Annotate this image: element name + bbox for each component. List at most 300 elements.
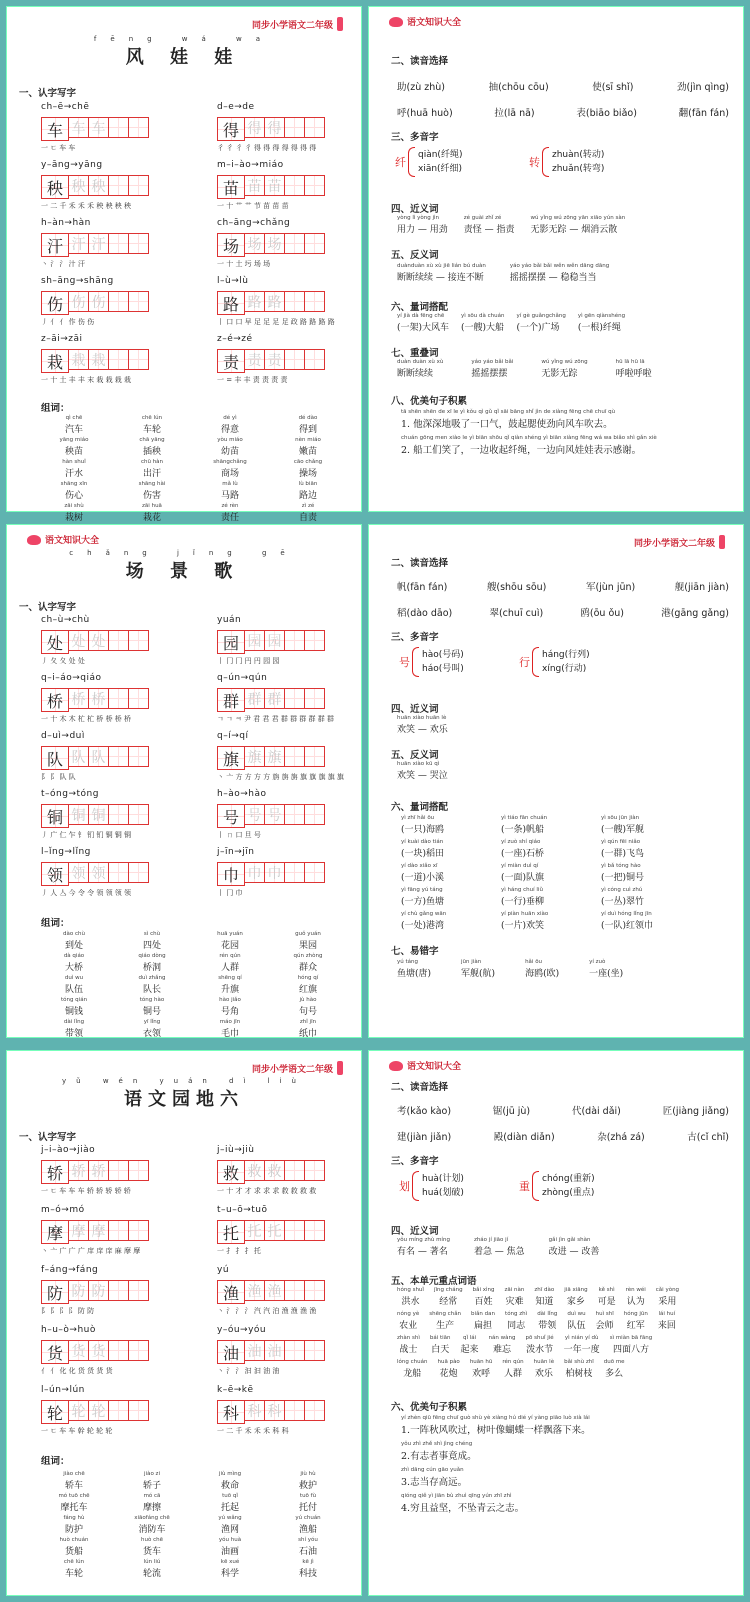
word-item (191, 481, 269, 501)
word-item (35, 1559, 113, 1579)
word-item (113, 1515, 191, 1535)
word-item (113, 1493, 191, 1513)
word-text: 改进 — 改善 (548, 1247, 600, 1257)
word-text: 海鸥(欧) (525, 969, 560, 979)
reading-item: 表(biāo biǎo) (576, 108, 637, 119)
synonym-row: huān xiào huān lè 欢笑 — 欢乐 (397, 715, 448, 735)
word-item (113, 437, 191, 457)
word-item (113, 997, 191, 1017)
word-text: 消防车 (138, 1525, 166, 1535)
word-pinyin: huā yuán (217, 931, 243, 937)
practice-box: 救 (244, 1160, 265, 1181)
word-item (113, 953, 191, 973)
practice-box: 处 (88, 630, 109, 651)
section-heading: 五、反义词 (391, 250, 439, 261)
word-pinyin: guǒ yuán (295, 931, 321, 937)
reading-item: 鸥(ōu ǒu) (580, 608, 625, 619)
section-heading: 三、多音字 (391, 632, 439, 643)
practice-box: 苗 (244, 175, 265, 196)
word-text: 轿子 (142, 1481, 161, 1491)
word-item (113, 1537, 191, 1557)
reading-item: 使(sī shǐ) (592, 82, 634, 93)
stroke-order: 一 十 土 丰 丰 末 栽 栽 栽 栽 (41, 376, 132, 384)
word-pinyin: bǎi xìng (472, 1287, 495, 1293)
word-item (461, 313, 504, 333)
word-pinyin: shāng xīn (60, 481, 88, 487)
key-word (656, 1287, 679, 1307)
word-item (269, 1537, 347, 1557)
word-item (269, 1493, 347, 1513)
word-pinyin: yì sōu dà chuán (461, 313, 505, 319)
char-boxes (217, 804, 367, 828)
reading-item: 军(jùn jūn) (585, 582, 636, 593)
header-brand: 同步小学语文二年级 (252, 1061, 343, 1075)
stroke-order: 丶 亠 方 方 方 方 旃 旃 旃 旗 旗 旗 旗 旗 (217, 773, 344, 781)
practice-box: 防 (88, 1280, 109, 1301)
word-item (35, 459, 113, 479)
writing-cell (41, 1325, 191, 1383)
writing-cell (41, 789, 191, 847)
word-text: 货船 (64, 1547, 83, 1557)
word-text: 到处 (64, 941, 83, 951)
practice-box (108, 630, 129, 651)
practice-box: 伤 (88, 291, 109, 312)
section-heading: 四、近义词 (391, 704, 439, 715)
practice-box (284, 862, 305, 883)
word-text: 嫩苗 (298, 447, 317, 457)
practice-box: 得 (264, 117, 285, 138)
word-text: 认为 (626, 1297, 645, 1307)
word-text: 队长 (142, 985, 161, 995)
practice-box: 货 (68, 1340, 89, 1361)
word-item (397, 215, 448, 235)
cell-pinyin: sh–āng→shāng (41, 276, 114, 286)
word-text: 句号 (298, 1007, 317, 1017)
word-text: (一面)队旗 (501, 873, 545, 883)
word-text: 桥洞 (142, 963, 161, 973)
word-text: 用力 — 用劲 (397, 225, 448, 235)
word-pinyin: rén qún (502, 1359, 524, 1365)
word-text: (一把)铜号 (601, 873, 645, 883)
practice-box (108, 1280, 129, 1301)
book-icon (719, 535, 725, 549)
word-pinyin: zāi nàn (504, 1287, 525, 1293)
word-item (191, 503, 269, 523)
char-box: 轿 (41, 1160, 69, 1184)
word-item (35, 1515, 113, 1535)
word-list (35, 931, 347, 1039)
cell-pinyin: t–u–ō→tuō (217, 1205, 268, 1215)
word-pinyin: jīng cháng (433, 1287, 463, 1293)
reading-item: 劲(jìn qìng) (677, 82, 729, 93)
section-heading: 六、优美句子积累 (391, 1402, 468, 1413)
practice-box: 责 (244, 349, 265, 370)
word-pinyin: chū hàn (140, 459, 164, 465)
practice-box (128, 1160, 149, 1181)
key-word (434, 1287, 463, 1307)
practice-box (128, 1340, 149, 1361)
word-pinyin: yú wǎng (218, 1515, 242, 1521)
practice-box (128, 291, 149, 312)
page-yuwen-yuandi-knowledge (368, 1050, 744, 1596)
word-item (113, 1559, 191, 1579)
word-item (191, 997, 269, 1017)
practice-box (128, 862, 149, 883)
word-item (501, 839, 601, 859)
practice-box (304, 862, 325, 883)
section-heading: 六、量词搭配 (391, 802, 449, 813)
word-pinyin: qún zhòng (293, 953, 323, 959)
word-text: 伤心 (64, 491, 83, 501)
practice-box (108, 1340, 129, 1361)
word-item (401, 863, 501, 883)
stroke-order: 一 ㄷ 车 车 (41, 144, 76, 152)
char-box: 旗 (217, 746, 245, 770)
word-pinyin: yì sōu jūn jiàn (601, 815, 640, 821)
word-text: 衣领 (142, 1029, 161, 1039)
char-boxes (41, 1400, 191, 1424)
practice-box (304, 233, 325, 254)
cell-pinyin: t–óng→tóng (41, 789, 99, 799)
practice-box (128, 349, 149, 370)
word-text: 人群 (503, 1369, 522, 1379)
practice-box: 场 (244, 233, 265, 254)
word-pinyin: yāng miáo (59, 437, 89, 443)
practice-box: 桥 (68, 688, 89, 709)
sentence-2: yǒu zhì zhě shì jìng chéng 2.有志者事竟成。 (401, 1441, 477, 1462)
section-heading: 一、认字写字 (19, 602, 77, 613)
word-pinyin: yòu miáo (217, 437, 243, 443)
practice-box: 伤 (68, 291, 89, 312)
stroke-order: 丨 冂 巾 (217, 889, 243, 897)
word-text: (一方)鱼塘 (401, 897, 445, 907)
key-word (598, 1287, 616, 1307)
word-text: 渔船 (298, 1525, 317, 1535)
writing-cell (217, 731, 367, 789)
char-box: 场 (217, 233, 245, 257)
reading-item: 代(dài dǎi) (571, 1106, 621, 1117)
word-text: 断断续续 (397, 369, 434, 379)
char-boxes (41, 1160, 191, 1184)
word-pinyin: chē lún (141, 415, 163, 421)
word-item (35, 1471, 113, 1491)
writing-cell (41, 731, 191, 789)
word-text: 一座(坐) (589, 969, 624, 979)
word-pinyin: rèn wéi (625, 1287, 646, 1293)
key-word (397, 1311, 419, 1331)
writing-cell (41, 1145, 191, 1203)
word-pinyin: zé rèn (221, 503, 239, 509)
word-item (530, 215, 625, 235)
practice-box (128, 630, 149, 651)
word-text: (一只)海鸥 (401, 825, 445, 835)
word-text: 红军 (626, 1321, 645, 1331)
char-boxes (217, 688, 367, 712)
page-changjing-ge (6, 524, 362, 1038)
word-pinyin: shēng chǎn (429, 1311, 462, 1317)
word-item (35, 997, 113, 1017)
word-item (501, 863, 601, 883)
cell-pinyin: q–ún→qún (217, 673, 268, 683)
word-pinyin: qǐ lái (462, 1335, 477, 1341)
char-box: 科 (217, 1400, 245, 1424)
section-heading: 三、多音字 (391, 132, 439, 143)
practice-box: 苗 (264, 175, 285, 196)
word-pinyin: dài lǐng (63, 1019, 85, 1025)
word-item (549, 1237, 600, 1257)
word-pinyin: yì zhī hǎi ōu (401, 815, 435, 821)
word-item (397, 959, 431, 979)
char-boxes (217, 862, 367, 886)
key-word (564, 1287, 587, 1307)
word-item (269, 1559, 347, 1579)
reading-row (397, 1129, 729, 1143)
section-heading: 七、重叠词 (391, 348, 439, 359)
word-item (191, 1515, 269, 1535)
char-box: 苗 (217, 175, 245, 199)
key-word (537, 1311, 557, 1331)
practice-box: 得 (244, 117, 265, 138)
stroke-order: ㄱ ㄱ ㅋ 尹 君 君 君 群 群 群 群 群 群 (217, 715, 334, 723)
word-pinyin: yì tiáo fān chuán (501, 815, 548, 821)
char-boxes (217, 175, 367, 199)
word-pinyin: mó tuō chē (58, 1493, 90, 1499)
stroke-order: 丶 氵 氵 氵 汽 汽 泊 渔 渔 渔 渔 (217, 1307, 317, 1315)
practice-box (304, 117, 325, 138)
practice-box (304, 630, 325, 651)
section-heading: 一、认字写字 (19, 1132, 77, 1143)
word-pinyin: yú táng (397, 959, 418, 965)
char-box: 托 (217, 1220, 245, 1244)
word-text: (一处)港湾 (401, 921, 445, 931)
reading-item: 艘(shōu sōu) (486, 582, 547, 593)
stroke-order: 丿 广 仁 乍 钅 钔 钔 铜 铜 铜 (41, 831, 132, 839)
word-pinyin: wú yǐng wú zōng (541, 359, 588, 365)
word-item (35, 437, 113, 457)
key-word (430, 1335, 451, 1355)
word-pinyin: tuō fù (299, 1493, 317, 1499)
practice-box: 货 (88, 1340, 109, 1361)
char-box: 渔 (217, 1280, 245, 1304)
word-pinyin: cāo chǎng (293, 459, 323, 465)
word-item (191, 931, 269, 951)
word-item (510, 263, 609, 283)
word-text: 会师 (595, 1321, 614, 1331)
cell-pinyin: ch–āng→chǎng (217, 218, 291, 228)
header-brand: 同步小学语文二年级 (634, 535, 725, 549)
char-boxes (41, 1220, 191, 1244)
cell-pinyin: f–áng→fáng (41, 1265, 99, 1275)
practice-box: 车 (88, 117, 109, 138)
key-word (470, 1359, 493, 1379)
word-pinyin: kē xué (220, 1559, 240, 1565)
practice-box (108, 349, 129, 370)
word-item (191, 1537, 269, 1557)
word-text: 责怪 — 指责 (463, 225, 515, 235)
word-item (191, 953, 269, 973)
word-text: (一个)广场 (516, 323, 560, 333)
char-boxes (217, 1160, 367, 1184)
stroke-order: 丿 人 亼 今 令 令 领 领 领 领 (41, 889, 132, 897)
word-item (35, 1019, 113, 1039)
word-item (113, 415, 191, 435)
word-pinyin: yí kuài dào tián (401, 839, 444, 845)
word-text: 摇摇摆摆 — 稳稳当当 (509, 273, 597, 283)
practice-box: 托 (264, 1220, 285, 1241)
practice-box (128, 117, 149, 138)
word-item (269, 481, 347, 501)
word-text: 栽树 (64, 513, 83, 523)
lotus-icon (389, 1061, 403, 1071)
word-text: 花炮 (439, 1369, 458, 1379)
word-item (35, 415, 113, 435)
word-pinyin: máo jīn (219, 1019, 241, 1025)
char-boxes (217, 630, 367, 654)
practice-box: 汗 (88, 233, 109, 254)
stroke-order: 一 = 丰 丰 责 责 责 责 (217, 376, 288, 384)
char-boxes (217, 349, 367, 373)
cell-pinyin: h–àn→hàn (41, 218, 91, 228)
practice-box (284, 175, 305, 196)
stroke-order: 一 二 千 禾 禾 禾 科 科 (217, 1427, 289, 1435)
key-word (502, 1359, 523, 1379)
word-text: 摇摇摆摆 (471, 369, 508, 379)
reading-item: 港(gāng gǎng) (661, 608, 729, 619)
word-text: 有名 — 著名 (397, 1247, 448, 1257)
writing-cell (217, 1205, 367, 1263)
word-text: 摩托车 (60, 1503, 88, 1513)
word-item (269, 1515, 347, 1535)
practice-box: 处 (68, 630, 89, 651)
word-text: 灾难 (505, 1297, 524, 1307)
word-text: 石油 (298, 1547, 317, 1557)
word-pinyin: pō shuǐ jié (525, 1335, 554, 1341)
practice-box (284, 688, 305, 709)
word-item (35, 481, 113, 501)
word-pinyin: jiào zi (144, 1471, 160, 1477)
practice-box: 轮 (88, 1400, 109, 1421)
word-pinyin: zé guài zhǐ zé (463, 215, 502, 221)
word-text: 汽车 (64, 425, 83, 435)
word-item (113, 503, 191, 523)
stroke-order: 丶 氵 氵 汩 汩 油 油 (217, 1367, 280, 1375)
word-text: 多么 (605, 1369, 624, 1379)
writing-cell (217, 160, 367, 218)
word-text: 渔网 (220, 1525, 239, 1535)
key-word (526, 1335, 554, 1355)
word-pinyin: yí jià dà fēng chē (397, 313, 445, 319)
practice-box: 防 (68, 1280, 89, 1301)
word-item (589, 959, 623, 979)
word-pinyin: duō me (603, 1359, 625, 1365)
word-pinyin: tóng qián (60, 997, 88, 1003)
char-boxes (217, 746, 367, 770)
word-item (541, 359, 587, 379)
reading-item: 匠(jiàng jiǎng) (662, 1106, 729, 1117)
writing-cell (41, 334, 191, 392)
key-word (624, 1311, 648, 1331)
word-pinyin: jiā xiāng (564, 1287, 588, 1293)
writing-cell (41, 218, 191, 276)
word-text: 队伍 (567, 1321, 586, 1331)
word-pinyin: yí dào xiǎo xī (401, 863, 438, 869)
practice-box: 科 (264, 1400, 285, 1421)
stroke-order: 一 ㄷ 车 车 车 轿 轿 轿 轿 轿 (41, 1187, 131, 1195)
word-item (601, 839, 711, 859)
measure-word-grid (401, 815, 711, 931)
key-word (626, 1287, 646, 1307)
char-boxes (41, 117, 191, 141)
stroke-order: 丨 口 口 早 足 足 足 足 政 路 路 路 路 (217, 318, 335, 326)
practice-box: 园 (264, 630, 285, 651)
word-text: 车轮 (64, 1569, 83, 1579)
key-word (534, 1359, 555, 1379)
word-item (269, 953, 347, 973)
word-item (461, 959, 495, 979)
header-brand: 同步小学语文二年级 (252, 17, 343, 31)
word-text: 得到 (298, 425, 317, 435)
word-text: 科技 (298, 1569, 317, 1579)
practice-box: 领 (88, 862, 109, 883)
word-pinyin: yí gè guǎngchǎng (516, 313, 566, 319)
word-text: 油画 (220, 1547, 239, 1557)
cell-pinyin: d–uì→duì (41, 731, 85, 741)
word-pinyin: lóng chuán (397, 1359, 428, 1365)
word-pinyin: nóng yè (397, 1311, 420, 1317)
key-word-row (397, 1287, 731, 1307)
word-pinyin: hào jiǎo (219, 997, 241, 1003)
practice-box (108, 804, 129, 825)
word-pinyin: zhī dào (534, 1287, 555, 1293)
word-pinyin: qì chē (65, 415, 83, 421)
practice-box (284, 1400, 305, 1421)
word-item (113, 931, 191, 951)
writing-cell (217, 218, 367, 276)
word-pinyin: yì háng chuí liǔ (501, 887, 543, 893)
cell-pinyin: m–ó→mó (41, 1205, 85, 1215)
word-text: 商场 (220, 469, 239, 479)
word-item (464, 215, 515, 235)
reading-item: 杂(zhá zá) (597, 1132, 645, 1143)
word-pinyin: lún liú (143, 1559, 161, 1565)
word-pinyin: dào chù (63, 931, 85, 937)
word-text: 无影无踪 — 烟消云散 (530, 225, 618, 235)
word-pinyin: qiáo dòng (138, 953, 166, 959)
word-text: 得意 (220, 425, 239, 435)
word-text: 秧苗 (64, 447, 83, 457)
word-text: 呼啦呼啦 (615, 369, 652, 379)
practice-box: 铜 (68, 804, 89, 825)
sentence-4: qióng qiě yì jiān bù zhuì qīng yún zhī zhì 4.穷且益坚，不坠青云之志。 (401, 1493, 525, 1514)
key-word (567, 1311, 585, 1331)
word-text: 号角 (220, 1007, 239, 1017)
word-pinyin: dà qiáo (63, 953, 85, 959)
word-item (269, 415, 347, 435)
stroke-order: 一 二 千 禾 禾 禾 秧 秧 秧 秧 (41, 202, 132, 210)
practice-box: 场 (264, 233, 285, 254)
book-icon (337, 17, 343, 31)
stroke-order: 一 十 土 圬 场 场 (217, 260, 271, 268)
word-item (113, 459, 191, 479)
section-heading: 二、读音选择 (391, 1082, 449, 1093)
char-boxes (41, 862, 191, 886)
word-text: 科学 (220, 1569, 239, 1579)
char-box: 油 (217, 1340, 245, 1364)
practice-box: 渔 (264, 1280, 285, 1301)
stroke-order: 丶 亠 广 广 广 庠 庠 庠 麻 摩 摩 (41, 1247, 141, 1255)
word-text: (一道)小溪 (401, 873, 445, 883)
char-box: 巾 (217, 862, 245, 886)
